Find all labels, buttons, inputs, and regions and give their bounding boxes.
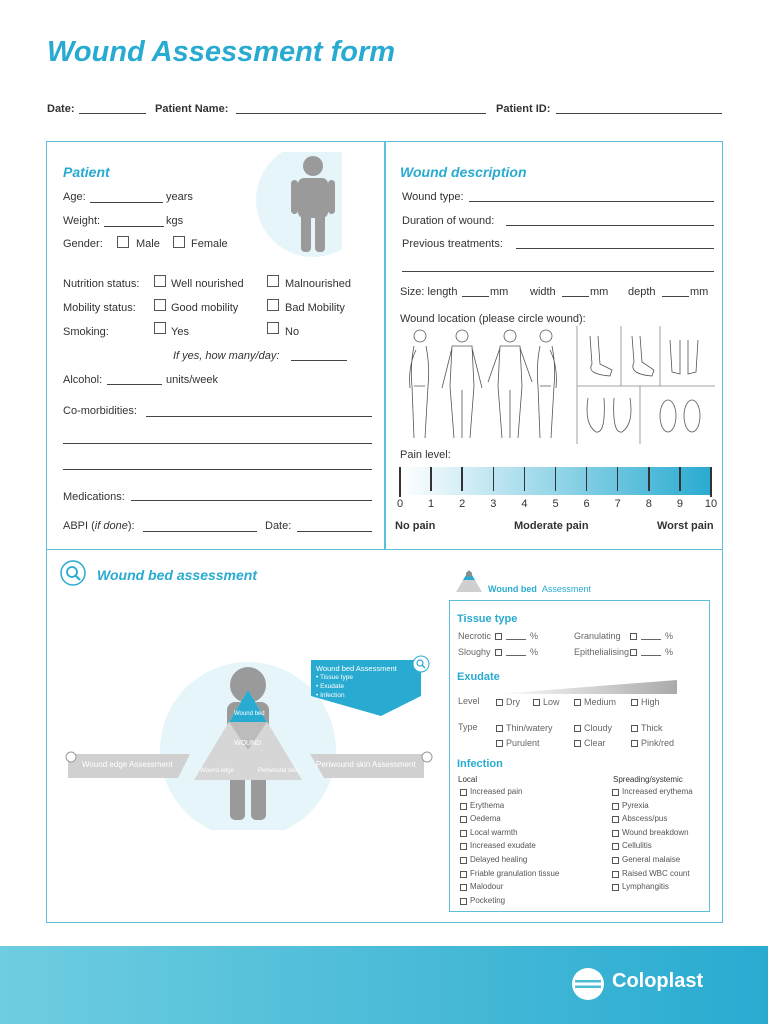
pain-tick — [461, 467, 463, 491]
wound-section-title: Wound description — [400, 164, 527, 180]
patient-id-label: Patient ID: — [496, 103, 551, 115]
wound-edge-label: Wound edge Assessment — [82, 760, 173, 769]
weight-unit: kgs — [166, 215, 184, 227]
wound-bed-title: Wound bed assessment — [97, 567, 258, 583]
granulating-field[interactable] — [641, 639, 661, 640]
gender-label: Gender: — [63, 238, 103, 250]
body-front-icon — [442, 330, 482, 438]
callout-magnifier-icon — [412, 655, 430, 673]
pain-scale[interactable] — [396, 465, 718, 515]
granulating-checkbox[interactable] — [630, 633, 637, 640]
tissue-type-title: Tissue type — [457, 613, 518, 625]
periwound-label: Periwound skin Assessment — [316, 760, 416, 769]
bad-mobility-label: Bad Mobility — [285, 302, 345, 314]
callout-item: • Tissue type — [316, 674, 353, 681]
abpi-if-done: if done — [94, 520, 128, 532]
necrotic-field[interactable] — [506, 639, 526, 640]
depth-field[interactable] — [662, 296, 689, 297]
wound-location-label — [400, 313, 586, 325]
spread_items-checkbox[interactable] — [612, 789, 619, 796]
pain-tick — [493, 467, 495, 491]
length-field[interactable] — [462, 296, 489, 297]
exudate-title: Exudate — [457, 671, 500, 683]
local_items-checkbox[interactable] — [460, 884, 467, 891]
section-divider — [384, 141, 386, 550]
width-unit: mm — [590, 286, 609, 298]
abpi-date-label: Date: — [265, 520, 292, 532]
well-nourished-checkbox[interactable] — [154, 275, 166, 287]
low-label: Low — [543, 697, 560, 707]
coloplast-brand: Coloplast — [612, 970, 704, 992]
low-checkbox[interactable] — [533, 699, 540, 706]
pain-value-9[interactable]: 9 — [676, 498, 683, 510]
local_items-item: Local warmth — [470, 827, 518, 837]
age-label: Age: — [63, 191, 86, 203]
bad-mobility-checkbox[interactable] — [267, 299, 279, 311]
pain-tick — [679, 467, 681, 491]
pain-value-1[interactable]: 1 — [428, 498, 435, 510]
local_items-item: Increased exudate — [470, 841, 536, 851]
thick-label: Thick — [641, 723, 663, 733]
comorbidities-field[interactable] — [146, 416, 372, 417]
no-pain-label: No pain — [395, 520, 436, 532]
epithelialising-pct: % — [665, 647, 674, 657]
abpi-post: ): — [127, 520, 135, 532]
local_items-checkbox[interactable] — [460, 816, 467, 823]
high-label: High — [641, 697, 660, 707]
logo-text — [488, 584, 591, 594]
exudate-level-label: Level — [458, 696, 480, 706]
epithelialising-label: Epithelialising — [574, 647, 630, 657]
abpi-field[interactable] — [143, 531, 257, 532]
pain-value-10[interactable]: 10 — [704, 498, 718, 510]
local_items-checkbox[interactable] — [460, 871, 467, 878]
pain-value-6[interactable]: 6 — [583, 498, 590, 510]
spread_items-checkbox[interactable] — [612, 857, 619, 864]
previous-field[interactable] — [516, 248, 714, 249]
pain-tick — [399, 467, 401, 497]
female-label: Female — [191, 238, 228, 250]
spread_items-checkbox[interactable] — [612, 871, 619, 878]
spread_items-checkbox[interactable] — [612, 830, 619, 837]
weight-field[interactable] — [104, 226, 164, 227]
spread_items-checkbox[interactable] — [612, 884, 619, 891]
smoking-yes-label: Yes — [171, 326, 189, 338]
local_items-checkbox[interactable] — [460, 843, 467, 850]
spreading-label: Spreading/systemic — [613, 775, 683, 784]
size-length-label: Size: length — [400, 286, 458, 298]
well-nourished-label: Well nourished — [171, 278, 244, 290]
body-side-left-icon — [410, 330, 429, 438]
cloudy-checkbox[interactable] — [574, 725, 581, 732]
spread_items-item: Abscess/pus — [622, 814, 668, 824]
medications-field[interactable] — [131, 500, 372, 501]
granulating-pct: % — [665, 631, 674, 641]
comorbidities-field-2[interactable] — [63, 443, 372, 444]
pain-tick — [430, 467, 432, 491]
periwound-small-label: Periwound skin — [258, 768, 299, 774]
smoking-no-label: No — [285, 326, 300, 338]
body-back-icon — [488, 330, 532, 438]
necrotic-pct: % — [530, 631, 539, 641]
granulating-label: Granulating — [574, 631, 621, 641]
wound-bed-logo-icon — [454, 568, 484, 594]
abpi-date-field[interactable] — [297, 531, 372, 532]
epithelialising-field[interactable] — [641, 655, 661, 656]
clear-label: Clear — [584, 738, 606, 748]
local-label: Local — [458, 775, 478, 784]
pain-tick — [586, 467, 588, 491]
length-unit: mm — [490, 286, 509, 298]
thick-checkbox[interactable] — [631, 725, 638, 732]
local_items-checkbox[interactable] — [460, 898, 467, 905]
patient-section-title: Patient — [63, 164, 110, 180]
sloughy-label: Sloughy — [458, 647, 491, 657]
spread_items-item: Lymphangitis — [622, 882, 669, 892]
pain-value-7[interactable]: 7 — [614, 498, 621, 510]
pain-value-3[interactable]: 3 — [490, 498, 497, 510]
patient-name-field[interactable] — [236, 113, 486, 114]
wound-edge-small-label: Wound edge — [200, 768, 234, 774]
wound-label: WOUND — [234, 740, 262, 747]
date-field[interactable] — [79, 113, 146, 114]
dry-checkbox[interactable] — [496, 699, 503, 706]
abpi-pre: ABPI ( — [63, 520, 95, 532]
wound-type-label: Wound type: — [402, 191, 464, 203]
duration-label: Duration of wound: — [402, 215, 495, 227]
callout-item: • Infection — [316, 692, 345, 699]
alcohol-label: Alcohol: — [63, 374, 103, 386]
pinkred-checkbox[interactable] — [631, 740, 638, 747]
spread_items-item: General malaise — [622, 855, 681, 864]
alcohol-unit: units/week — [166, 374, 218, 386]
sloughy-field[interactable] — [506, 655, 526, 656]
previous-field-2[interactable] — [402, 271, 714, 272]
pain-level-label: Pain level: — [400, 449, 451, 461]
date-label: Date: — [47, 103, 75, 115]
pain-tick — [524, 467, 526, 491]
malnourished-label: Malnourished — [285, 278, 352, 290]
cloudy-label: Cloudy — [584, 723, 613, 733]
spread_items-checkbox[interactable] — [612, 843, 619, 850]
depth-label: depth — [628, 286, 656, 298]
clear-checkbox[interactable] — [574, 740, 581, 747]
pain-tick — [617, 467, 619, 491]
spread_items-item: Cellulitis — [622, 841, 652, 851]
medications-label: Medications: — [63, 491, 125, 503]
male-checkbox[interactable] — [117, 236, 129, 248]
purulent-checkbox[interactable] — [496, 740, 503, 747]
wound-bed-small-label: Wound bed — [234, 711, 265, 717]
page-title: Wound Assessment form — [47, 36, 396, 68]
local_items-checkbox[interactable] — [460, 830, 467, 837]
patient-id-field[interactable] — [556, 113, 722, 114]
malnourished-checkbox[interactable] — [267, 275, 279, 287]
infection-title: Infection — [457, 758, 503, 770]
spread_items-item: Raised WBC count — [622, 868, 690, 878]
nutrition-label: Nutrition status: — [63, 278, 140, 290]
comorbidities-label: Co-morbidities: — [63, 405, 137, 417]
wound-type-field[interactable] — [469, 201, 714, 202]
width-label: width — [530, 286, 556, 298]
weight-label: Weight: — [63, 215, 101, 227]
spread_items-checkbox[interactable] — [612, 803, 619, 810]
worst-pain-label: Worst pain — [657, 520, 714, 532]
local_items-checkbox[interactable] — [460, 803, 467, 810]
pain-value-4[interactable]: 4 — [521, 498, 528, 510]
pain-value-5[interactable]: 5 — [552, 498, 559, 510]
mobility-label: Mobility status: — [63, 302, 136, 314]
width-field[interactable] — [562, 296, 589, 297]
callout-item: • Exudate — [316, 683, 344, 690]
pain-value-8[interactable]: 8 — [645, 498, 652, 510]
necrotic-label: Necrotic — [458, 631, 492, 641]
logo-wound-bed: Wound bed — [488, 584, 537, 594]
spread_items-item: Pyrexia — [622, 800, 649, 810]
dry-label: Dry — [506, 697, 520, 707]
per-day-field[interactable] — [291, 360, 347, 361]
sloughy-pct: % — [530, 647, 539, 657]
high-checkbox[interactable] — [631, 699, 638, 706]
thin-checkbox[interactable] — [496, 725, 503, 732]
local_items-item: Malodour — [470, 882, 504, 892]
epithelialising-checkbox[interactable] — [630, 649, 637, 656]
sloughy-checkbox[interactable] — [495, 649, 502, 656]
male-label: Male — [136, 238, 160, 250]
age-field[interactable] — [90, 202, 163, 203]
depth-unit: mm — [690, 286, 709, 298]
wound-location-text: Wound location — [400, 313, 476, 325]
spread_items-item: Wound breakdown — [622, 827, 689, 837]
duration-field[interactable] — [506, 225, 714, 226]
abpi-label — [63, 520, 135, 532]
body-location-diagram[interactable] — [400, 326, 715, 444]
local_items-item: Erythema — [470, 800, 505, 810]
local_items-item: Increased pain — [470, 787, 523, 796]
feet-icon — [587, 336, 700, 432]
local_items-item: Oedema — [470, 814, 501, 824]
purulent-label: Purulent — [506, 738, 540, 748]
smoking-no-checkbox[interactable] — [267, 322, 279, 334]
spread_items-checkbox[interactable] — [612, 816, 619, 823]
patient-figure — [256, 152, 342, 257]
moderate-pain-label: Moderate pain — [514, 520, 589, 532]
pain-value-2[interactable]: 2 — [459, 498, 466, 510]
medium-label: Medium — [584, 697, 617, 707]
pain-tick — [555, 467, 557, 491]
thin-label: Thin/watery — [506, 723, 553, 733]
pain-value-0[interactable]: 0 — [396, 498, 404, 510]
smoking-label: Smoking: — [63, 326, 109, 338]
necrotic-checkbox[interactable] — [495, 633, 502, 640]
age-unit: years — [166, 191, 193, 203]
local_items-item: Friable granulation tissue — [470, 868, 560, 878]
pain-tick — [710, 467, 712, 497]
pinkred-label: Pink/red — [641, 738, 675, 748]
coloplast-logo-icon — [571, 967, 605, 1001]
alcohol-field[interactable] — [107, 384, 162, 385]
local_items-item: Delayed healing — [470, 855, 528, 864]
medium-checkbox[interactable] — [574, 699, 581, 706]
exudate-level-wedge — [496, 680, 677, 694]
good-mobility-checkbox[interactable] — [154, 299, 166, 311]
smoking-yes-checkbox[interactable] — [154, 322, 166, 334]
callout-title: Wound bed Assessment — [316, 664, 397, 673]
local_items-checkbox[interactable] — [460, 857, 467, 864]
exudate-type-label: Type — [458, 722, 478, 732]
good-mobility-label: Good mobility — [171, 302, 239, 314]
if-yes-label: If yes, how many/day: — [173, 350, 280, 362]
female-checkbox[interactable] — [173, 236, 185, 248]
previous-label: Previous treatments: — [402, 238, 503, 250]
magnifier-icon — [60, 560, 86, 586]
spread_items-item: Increased erythema — [622, 787, 693, 796]
patient-name-label: Patient Name: — [155, 103, 229, 115]
logo-assessment: Assessment — [541, 584, 591, 594]
body-side-right-icon — [537, 330, 556, 438]
local_items-item: Pocketing — [470, 895, 506, 905]
wound-location-hint: (please circle wound): — [478, 313, 586, 325]
pain-tick — [648, 467, 650, 491]
comorbidities-field-3[interactable] — [63, 469, 372, 470]
local_items-checkbox[interactable] — [460, 789, 467, 796]
